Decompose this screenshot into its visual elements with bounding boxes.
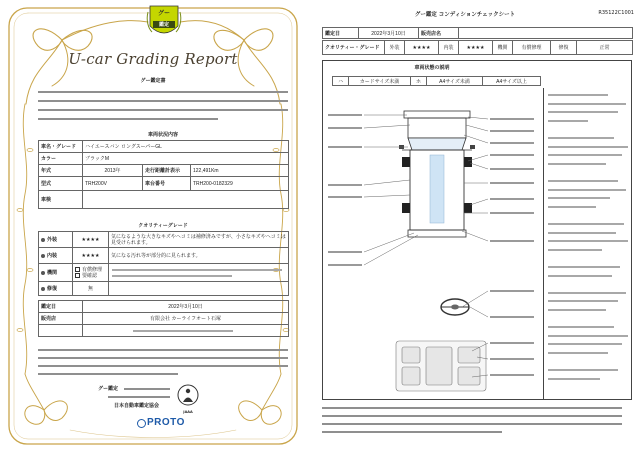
footer-org-line: グー鑑定 [98, 386, 119, 392]
callout-line [466, 125, 488, 131]
table-row [39, 191, 289, 209]
table-row [39, 248, 289, 264]
text-line [322, 407, 622, 409]
callout-label [490, 182, 534, 184]
steering-wheel [441, 299, 469, 315]
checkbox-icon [75, 267, 80, 272]
text-line [548, 343, 622, 345]
grading-report-page [0, 0, 306, 452]
grade-engine-value: 有償修理 [513, 41, 551, 55]
engine-description [109, 264, 289, 282]
vehicle-info-table [38, 140, 289, 209]
table-row [39, 282, 289, 296]
legend-item: カードサイズ未満 [349, 77, 411, 86]
inspection-label: 車検 [39, 191, 83, 209]
table-row [323, 28, 633, 39]
callout-label [490, 212, 534, 214]
callout-line [364, 195, 410, 197]
mileage-value: 122,491Km [191, 165, 289, 177]
bullet-icon [41, 238, 45, 242]
sheet-info-table [322, 27, 633, 39]
grade-repair-label: 修復 [551, 41, 577, 55]
callout-label [490, 358, 534, 360]
quality-grade-table [38, 231, 289, 296]
jaaa-logo [176, 383, 200, 413]
text-line [548, 111, 618, 113]
sheet-title: グー鑑定 コンディションチェックシート [414, 12, 516, 18]
year-value: 2013年 [83, 165, 143, 177]
interior-stars: ★★★★ [73, 248, 109, 264]
callout-label [328, 196, 362, 198]
bullet-icon [41, 271, 45, 275]
table-row [333, 77, 541, 86]
text-line [38, 91, 288, 93]
document-number: R35122C1001 [598, 10, 634, 16]
appraisal-date-label: 鑑定日 [39, 301, 83, 313]
engine-label: 機関 [47, 270, 58, 276]
callout-label [490, 316, 534, 318]
text-line [548, 309, 606, 311]
sheet-date-value: 2022年3月10日 [359, 28, 419, 39]
legend-item: ハ [333, 77, 349, 86]
text-line [548, 103, 626, 105]
hood [408, 118, 466, 138]
engine-option-paid-repair: 有償修理 [82, 266, 103, 273]
table-row [39, 141, 289, 153]
legend-item: ホ [411, 77, 427, 86]
table-row [39, 232, 289, 248]
interior-layout [396, 341, 486, 391]
interior-description: 気になる汚れ等が部分的に見られます。 [109, 248, 289, 264]
chassis-label: 車台番号 [143, 177, 191, 191]
table-row [39, 264, 289, 282]
quality-section-heading: クオリティーグレード [138, 223, 188, 229]
grade-engine-label: 機関 [493, 41, 513, 55]
jaaa-logo-text: JAAA [183, 410, 193, 414]
report-subtitle: グー鑑定書 [140, 78, 166, 84]
text-line [548, 378, 600, 380]
text-line [548, 300, 618, 302]
text-line [548, 120, 588, 122]
callout-line [470, 307, 488, 317]
inspection-value [83, 191, 289, 209]
color-label: カラー [39, 153, 83, 165]
text-line [548, 326, 614, 328]
text-line [38, 118, 218, 120]
emblem-top-text: グー [157, 10, 170, 17]
globe-icon [137, 419, 146, 428]
repair-parts-list [543, 88, 632, 400]
grade-interior-label: 内装 [439, 41, 459, 55]
callout-label [328, 251, 362, 253]
name-value: ハイエースバン ロングスーパーGL [83, 141, 289, 153]
repair-description [109, 282, 289, 296]
appraisal-date-value: 2022年3月10日 [83, 301, 289, 313]
text-line [124, 388, 170, 390]
callout-line [364, 125, 410, 128]
bullet-icon [41, 287, 45, 291]
damage-callouts [328, 114, 534, 377]
exterior-stars: ★★★★ [73, 232, 109, 248]
callout-line [470, 163, 488, 169]
appraisal-table [38, 300, 289, 337]
condition-heading: 車両状態の説明 [414, 65, 450, 71]
address-label [39, 325, 83, 337]
sheet-shop-value [459, 28, 633, 39]
text-line [548, 223, 624, 225]
callout-line [364, 235, 418, 265]
front-bumper [404, 111, 470, 118]
callout-line [464, 135, 488, 143]
callout-label [490, 154, 534, 156]
wheel-front-left [402, 157, 410, 167]
text-line [133, 330, 233, 332]
sheet-date-label: 鑑定日 [323, 28, 359, 39]
table-row [323, 41, 633, 55]
shop-value: 有限会社 カーライフオート石塚 [83, 313, 289, 325]
model-value: TRH200V [83, 177, 143, 191]
text-line [548, 266, 620, 268]
callout-label [490, 198, 534, 200]
condition-check-sheet-page [318, 0, 640, 452]
callout-label [490, 142, 534, 144]
table-row [39, 313, 289, 325]
legend-item: A4サイズ以上 [483, 77, 541, 86]
text-line [38, 109, 288, 111]
text-line [548, 180, 618, 182]
text-line [548, 369, 618, 371]
text-line [548, 94, 608, 96]
text-line [548, 137, 614, 139]
proto-logo: PROTO [147, 417, 185, 428]
text-line [322, 431, 502, 433]
text-line [112, 269, 282, 271]
year-label: 年式 [39, 165, 83, 177]
text-line [548, 163, 606, 165]
text-line [548, 240, 628, 242]
callout-label [490, 118, 534, 120]
model-label: 型式 [39, 177, 83, 191]
callout-label [328, 184, 362, 186]
callout-line [468, 117, 488, 119]
text-line [322, 415, 622, 417]
color-value: ブラックM [83, 153, 289, 165]
mileage-label: 走行距離計表示 [143, 165, 191, 177]
callout-label [490, 240, 534, 242]
callout-label [490, 374, 534, 376]
checkbox-icon [75, 273, 80, 278]
wheel-rear-left [402, 203, 410, 213]
callout-line [364, 180, 410, 185]
text-line [548, 232, 616, 234]
text-line [38, 365, 288, 367]
grade-interior-stars: ★★★★ [459, 41, 493, 55]
sheet-shop-label: 販売店名 [419, 28, 459, 39]
report-title: U-car Grading Report [68, 50, 238, 68]
callout-label [490, 130, 534, 132]
repair-label: 修復 [47, 286, 58, 292]
chassis-value: TRH200-0182329 [191, 177, 289, 191]
sheet-grade-table [322, 40, 633, 55]
emblem-bottom-text: 鑑定 [158, 22, 169, 28]
footer-association: 日本自動車鑑定協会 [114, 403, 160, 409]
callout-label [328, 264, 362, 266]
repair-value: 無 [73, 282, 109, 296]
text-line [548, 292, 626, 294]
bullet-icon [41, 254, 45, 258]
text-line [38, 100, 288, 102]
name-label: 車名・グレード [39, 141, 83, 153]
engine-option-check: 要確認 [82, 272, 98, 279]
text-line [548, 206, 596, 208]
callout-line [462, 291, 488, 307]
windshield [408, 138, 466, 150]
callout-line [470, 199, 488, 205]
text-line [108, 396, 170, 398]
text-line [38, 357, 288, 359]
shop-address [83, 325, 289, 337]
text-line [548, 154, 622, 156]
table-row [39, 165, 289, 177]
callout-label [328, 114, 362, 116]
vehicle-section-heading: 車両状況内容 [147, 132, 178, 138]
exterior-label: 外装 [47, 237, 58, 243]
mirror-right [470, 145, 475, 149]
wheel-front-right [464, 157, 472, 167]
callout-label [490, 342, 534, 344]
table-row [39, 177, 289, 191]
grade-exterior-label: 外装 [385, 41, 405, 55]
callout-label [490, 290, 534, 292]
damage-legend-table [332, 76, 541, 86]
grade-label: クオリティー・グレード [323, 41, 385, 55]
callout-label [490, 168, 534, 170]
grade-repair-value: 正常 [577, 41, 633, 55]
van-diagram [322, 95, 542, 397]
table-row [39, 325, 289, 337]
callout-label [328, 127, 362, 129]
text-line [548, 335, 628, 337]
text-line [548, 352, 608, 354]
text-line [548, 146, 628, 148]
text-line [548, 249, 602, 251]
callout-label [328, 146, 362, 148]
table-row [39, 301, 289, 313]
exterior-description: 気になるような大きなキズやヘコミは補修済みですが、小さなキズやヘコミは見受けられます。 [109, 232, 289, 248]
roof-panel [430, 155, 444, 223]
table-row [39, 153, 289, 165]
text-line [322, 423, 622, 425]
shop-label: 販売店 [39, 313, 83, 325]
grade-exterior-stars: ★★★★ [405, 41, 439, 55]
legend-item: A4サイズ未満 [427, 77, 483, 86]
text-line [38, 373, 178, 375]
text-line [548, 275, 612, 277]
text-line [548, 197, 610, 199]
callout-line [364, 233, 414, 252]
interior-label: 内装 [47, 253, 58, 259]
text-line [112, 275, 232, 277]
text-line [548, 189, 626, 191]
text-line [38, 349, 288, 351]
